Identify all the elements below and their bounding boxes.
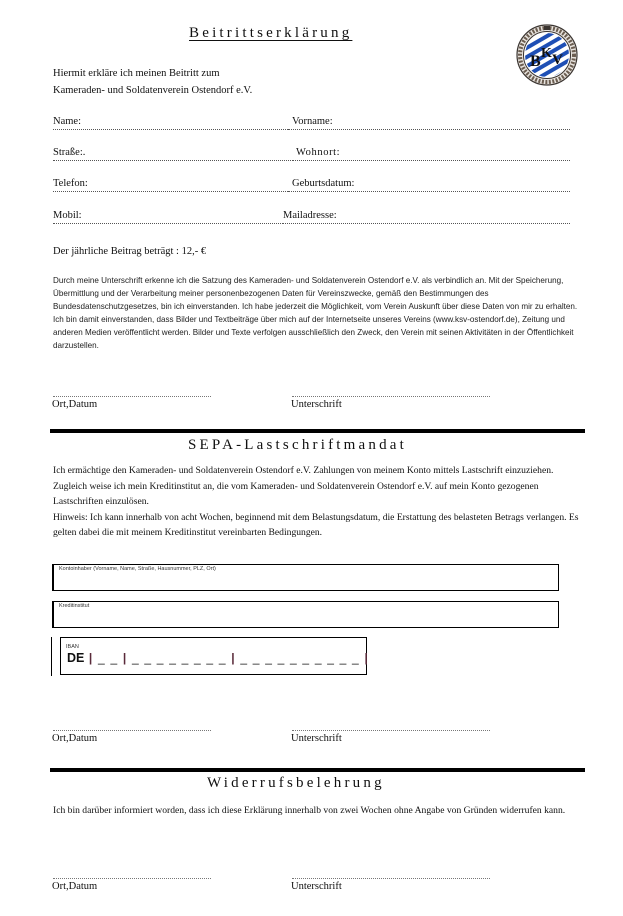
place-date-line-2[interactable]	[53, 730, 211, 731]
place-date-label-1: Ort,Datum	[52, 399, 98, 410]
bank-field[interactable]	[52, 601, 559, 628]
consent-text	[53, 274, 593, 352]
signature-label-2: Unterschrift	[291, 733, 342, 744]
name-label: Name:	[53, 116, 81, 127]
consent-paragraph-1: Durch meine Unterschrift erkenne ich die Satzung des Kameraden- und Soldatenverein Ostendorf e.V. als verbindlich an. Mit der Speicherung, Übermittlung und der Verarbeitung meiner personenbezogenen Daten für Vereinszwecke, gemäß den Bestimmungen des Bundesdatenschutzgesetzes, bin ich einverstanden. Ich habe jederzeit die Möglichkeit, vom Verein Auskunft über diese Daten von mir zu erhalten.	[53, 276, 578, 311]
wohnort-label: Wohnort:	[296, 147, 341, 158]
intro-line-1: Hiermit erkläre ich meinen Beitritt zum	[53, 68, 220, 79]
telefon-field[interactable]	[53, 191, 288, 192]
club-emblem-icon	[516, 24, 578, 86]
form-title: Beitrittserklärung	[189, 25, 353, 41]
iban-label: IBAN	[66, 644, 79, 650]
sepa-paragraph-3: Hinweis: Ich kann innerhalb von acht Wochen, beginnend mit dem Belastungsdatum, die Erstattung des belasteten Betrags verlangen. Es gelten dabei die mit meinem Kreditinstitut vereinbarten Bedingungen.	[53, 511, 579, 538]
signature-label-3: Unterschrift	[291, 881, 342, 892]
sepa-paragraph-2: Zugleich weise ich mein Kreditinstitut an, die vom Kameraden- und Soldatenverein Ostendorf e.V. auf mein Konto gezogenen Lastschriften einzulösen.	[53, 480, 539, 507]
name-field[interactable]	[53, 129, 288, 130]
section-divider-widerruf	[50, 768, 585, 772]
svg-text:B: B	[530, 53, 541, 70]
vorname-label: Vorname:	[292, 116, 333, 127]
mailadresse-label: Mailadresse:	[283, 210, 337, 221]
place-date-line-1[interactable]	[53, 396, 211, 397]
widerruf-title: Widerrufsbelehrung	[207, 775, 385, 791]
place-date-line-3[interactable]	[53, 878, 211, 879]
signature-line-1[interactable]	[292, 396, 490, 397]
svg-text:K: K	[541, 46, 552, 61]
iban-country-prefix: DE	[67, 651, 85, 665]
iban-check-digits: _ _	[98, 651, 119, 665]
place-date-label-3: Ort,Datum	[52, 881, 98, 892]
section-divider-sepa	[50, 429, 585, 433]
vorname-field[interactable]	[288, 129, 570, 130]
iban-field[interactable]	[60, 637, 370, 675]
mailadresse-field[interactable]	[283, 223, 570, 224]
annual-fee-text: Der jährliche Beitrag beträgt : 12,- €	[53, 246, 207, 257]
mobil-label: Mobil:	[53, 210, 82, 221]
strasse-field[interactable]	[53, 160, 293, 161]
strasse-label: Straße:.	[53, 147, 86, 158]
telefon-label: Telefon:	[53, 178, 88, 189]
sepa-mandate-text	[53, 463, 583, 541]
account-holder-field[interactable]	[52, 564, 559, 591]
geburtsdatum-label: Geburtsdatum:	[292, 178, 355, 189]
iban-bank-code: _ _ _ _ _ _ _ _	[131, 651, 227, 665]
intro-line-2: Kameraden- und Soldatenverein Ostendorf e.V.	[53, 85, 253, 96]
svg-text:V: V	[552, 52, 563, 68]
place-date-label-2: Ort,Datum	[52, 733, 98, 744]
consent-paragraph-2: Ich bin damit einverstanden, dass Bilder und Textbeiträge über mich auf der Internetseite unseres Vereins (www.ksv-ostendorf.de), Zeitung und anderen Medien veröffentlicht werden. Bilder und Texte verfolgen ausschließlich den Zweck, den Verein mit seinen Aktivitäten in der Öffentlichkeit darzustellen.	[53, 315, 574, 350]
bank-label: Kreditinstitut	[59, 603, 90, 609]
iban-account-number: _ _ _ _ _ _ _ _ _ _	[240, 651, 360, 665]
signature-line-2[interactable]	[292, 730, 490, 731]
mobil-field[interactable]	[53, 223, 283, 224]
iban-value: DE | _ _ | _ _ _ _ _ _ _ _ | _ _ _ _ _ _ _ _ _ _ |	[67, 651, 370, 665]
widerruf-text: Ich bin darüber informiert worden, dass ich diese Erklärung innerhalb von zwei Wochen ohne Angabe von Gründen widerrufen kann.	[53, 805, 566, 816]
intro-text	[53, 65, 252, 99]
signature-label-1: Unterschrift	[291, 399, 342, 410]
account-holder-label: Kontoinhaber (Vorname, Name, Straße, Hausnummer, PLZ, Ort)	[59, 566, 216, 572]
iban-outer-line	[51, 637, 52, 676]
signature-line-3[interactable]	[292, 878, 490, 879]
wohnort-field[interactable]	[293, 160, 570, 161]
sepa-title: SEPA-Lastschriftmandat	[188, 437, 407, 453]
sepa-paragraph-1: Ich ermächtige den Kameraden- und Soldatenverein Ostendorf e.V. Zahlungen von meinem Konto mittels Lastschrift einzuziehen.	[53, 465, 554, 476]
geburtsdatum-field[interactable]	[288, 191, 570, 192]
